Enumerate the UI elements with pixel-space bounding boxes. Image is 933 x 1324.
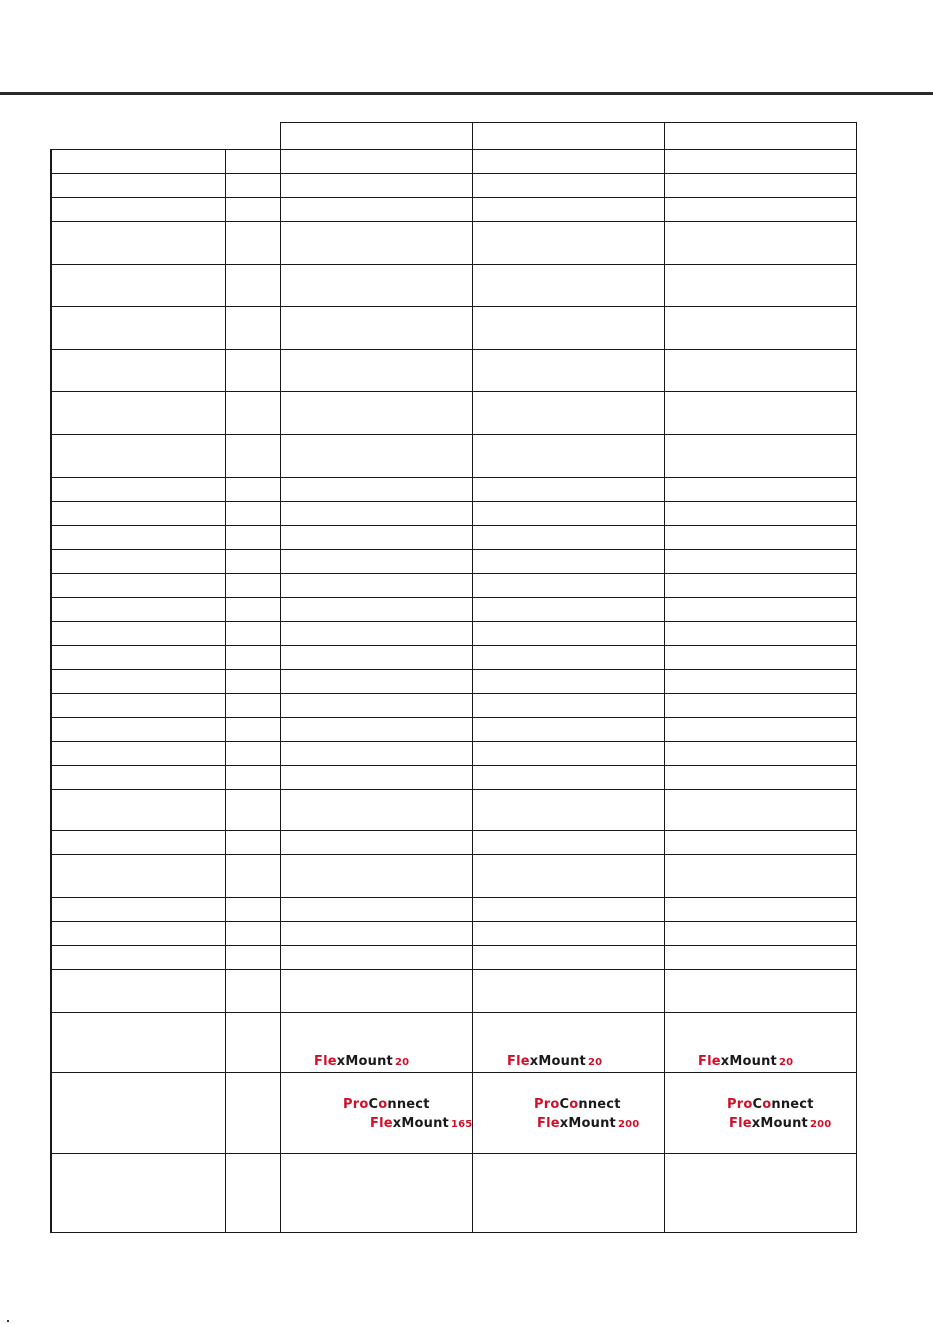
logo-part: Fle <box>370 1116 393 1131</box>
logo-proconnect-col3 <box>727 1097 814 1112</box>
table-column-line <box>472 122 473 1232</box>
logo-part: Mount <box>401 1116 449 1131</box>
logo-part: C <box>368 1097 379 1112</box>
table-row-line <box>50 525 856 526</box>
logo-part: Mount <box>729 1054 777 1069</box>
logo-part: x <box>751 1116 761 1131</box>
table-row-line <box>50 349 856 350</box>
logo-part: Fle <box>729 1116 752 1131</box>
table-row-line <box>50 434 856 435</box>
logo-part: Fle <box>537 1116 560 1131</box>
logo-number: 165 <box>450 1119 473 1130</box>
logo-part: Mount <box>568 1116 616 1131</box>
logo-part: nnect <box>387 1097 430 1112</box>
logo-number: 20 <box>394 1057 410 1068</box>
table-row-line <box>50 391 856 392</box>
table-row-line <box>50 1232 856 1233</box>
table-left-border <box>50 149 52 1233</box>
logo-part: o <box>569 1097 579 1112</box>
logo-part: Fle <box>507 1054 530 1069</box>
table-row-line <box>50 645 856 646</box>
table-row-line <box>50 1153 856 1154</box>
table-row-line <box>50 693 856 694</box>
logo-flexmount-200-col2 <box>537 1116 639 1132</box>
logo-flexmount-200-col3 <box>729 1116 831 1132</box>
logo-part: Pro <box>727 1097 753 1112</box>
table-row-line <box>50 549 856 550</box>
table-row-line <box>50 621 856 622</box>
logo-part: Fle <box>314 1054 337 1069</box>
table-right-border <box>856 122 857 1233</box>
logo-part: Mount <box>760 1116 808 1131</box>
logo-part: nnect <box>771 1097 814 1112</box>
logo-number: 200 <box>617 1119 640 1130</box>
table-row-line <box>50 597 856 598</box>
table-row-line <box>50 789 856 790</box>
table-row-line <box>50 969 856 970</box>
page-mark <box>7 1320 9 1322</box>
logo-part: o <box>378 1097 388 1112</box>
logo-flexmount-165-col1 <box>370 1116 472 1132</box>
logo-part: Mount <box>345 1054 393 1069</box>
logo-part: x <box>559 1116 569 1131</box>
logo-part: C <box>752 1097 763 1112</box>
logo-part: nnect <box>578 1097 621 1112</box>
logo-part: x <box>392 1116 402 1131</box>
table-row-line <box>50 573 856 574</box>
logo-part: x <box>720 1054 730 1069</box>
logo-number: 20 <box>778 1057 794 1068</box>
table-row-line <box>50 264 856 265</box>
logo-part: C <box>559 1097 570 1112</box>
logo-proconnect-col2 <box>534 1097 621 1112</box>
logo-part: x <box>336 1054 346 1069</box>
table-row-line <box>50 477 856 478</box>
table-row-line <box>50 306 856 307</box>
table-row-line <box>50 149 856 150</box>
logo-part: Pro <box>534 1097 560 1112</box>
logo-proconnect-col1 <box>343 1097 430 1112</box>
table-row-line <box>50 897 856 898</box>
table-row-line <box>50 501 856 502</box>
table-column-line <box>664 122 665 1232</box>
logo-flexmount-20-col1 <box>314 1054 409 1070</box>
table-row-line <box>50 669 856 670</box>
logo-number: 20 <box>587 1057 603 1068</box>
logo-number: 200 <box>809 1119 832 1130</box>
header-rule <box>0 92 933 95</box>
table-row-line <box>50 921 856 922</box>
table-header-top-line <box>280 122 856 123</box>
table-row-line <box>50 1072 856 1073</box>
table-column-line <box>280 122 281 1232</box>
table-row-line <box>50 717 856 718</box>
logo-part: Pro <box>343 1097 369 1112</box>
logo-part: o <box>762 1097 772 1112</box>
table-row-line <box>50 221 856 222</box>
table-row-line <box>50 1012 856 1013</box>
table-row-line <box>50 173 856 174</box>
logo-flexmount-20-col2 <box>507 1054 602 1070</box>
table-row-line <box>50 945 856 946</box>
logo-part: x <box>529 1054 539 1069</box>
logo-part: Fle <box>698 1054 721 1069</box>
table-row-line <box>50 854 856 855</box>
table-row-line <box>50 197 856 198</box>
table-row-line <box>50 765 856 766</box>
logo-flexmount-20-col3 <box>698 1054 793 1070</box>
table-column-line <box>225 149 226 1232</box>
table-row-line <box>50 830 856 831</box>
table-row-line <box>50 741 856 742</box>
logo-part: Mount <box>538 1054 586 1069</box>
